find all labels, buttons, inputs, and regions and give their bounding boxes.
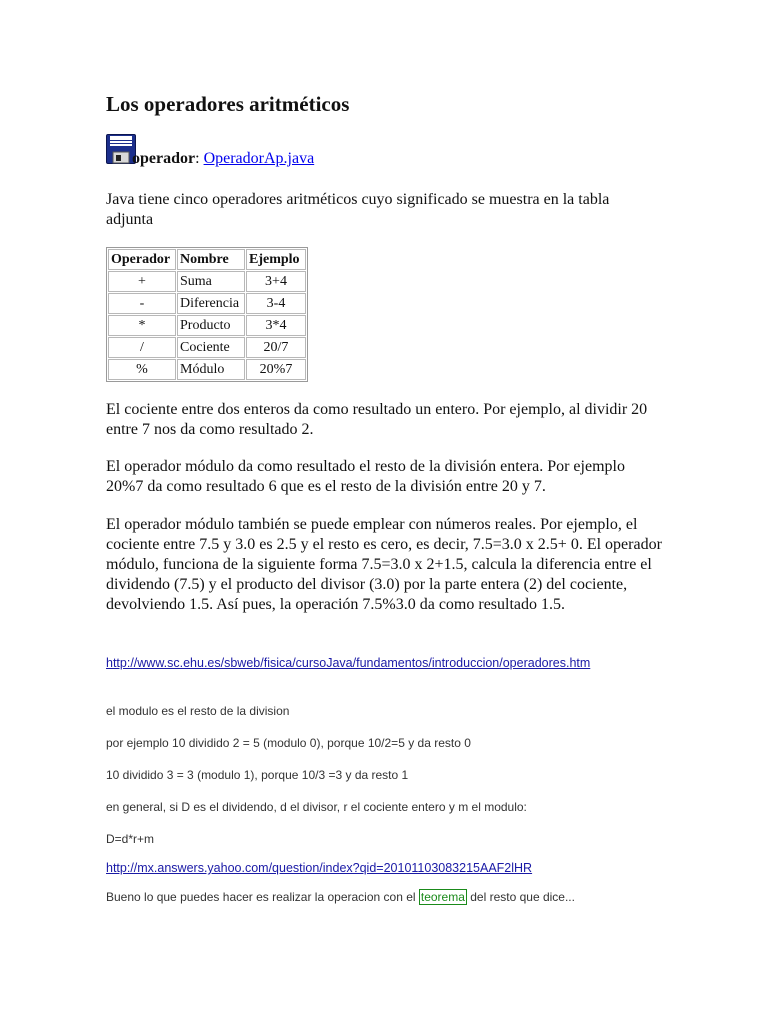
- final-line: [106, 890, 575, 904]
- table-cell: Suma: [177, 271, 245, 292]
- table-cell: 20%7: [246, 359, 306, 380]
- table-cell: Producto: [177, 315, 245, 336]
- table-cell: -: [108, 293, 176, 314]
- final-line-after: del resto que dice...: [466, 890, 575, 904]
- table-cell: /: [108, 337, 176, 358]
- paragraph-modulo: El operador módulo da como resultado el resto de la división entera. Por ejemplo 20%7 da como resultado 6 que es el resto de la división entre 20 y 7.: [106, 458, 625, 495]
- paragraph-cociente: El cociente entre dos enteros da como resultado un entero. Por ejemplo, al dividir 20 entre 7 nos da como resultado 2.: [106, 401, 648, 438]
- teorema-link[interactable]: teorema: [420, 890, 465, 904]
- table-row: [108, 359, 306, 380]
- ehu-operadores-link[interactable]: http://www.sc.ehu.es/sbweb/fisica/cursoJava/fundamentos/introduccion/operadores.htm: [106, 656, 591, 670]
- table-header-row: [108, 249, 306, 270]
- operator-separator: :: [195, 150, 200, 167]
- operator-text: [132, 150, 314, 168]
- table-row: [108, 293, 306, 314]
- formula-line: D=d*r+m: [106, 832, 155, 846]
- table-cell: %: [108, 359, 176, 380]
- operator-line: [106, 134, 506, 170]
- table-cell: 3*4: [246, 315, 306, 336]
- operator-label: operador: [132, 150, 196, 167]
- table-cell: +: [108, 271, 176, 292]
- table-row: [108, 337, 306, 358]
- paragraph-modulo-reales: El operador módulo también se puede emplear con números reales. Por ejemplo, el cociente entre 7.5 y 3.0 es 2.5 y el resto es cero, es decir, 7.5=3.0 x 2.5+ 0. El operador módulo, funciona de la siguiente forma 7.5=3.0 x 2+1.5, calcula la diferencia entre el dividendo (7.5) y el producto del divisor (3.0) por la parte entera (2) del cociente, devolviendo 1.5. Así pues, la operación 7.5%3.0 da como resultado 1.5.: [106, 516, 662, 613]
- intro-paragraph: Java tiene cinco operadores aritméticos cuyo significado se muestra en la tabla adjunta: [106, 191, 610, 228]
- table-cell: Módulo: [177, 359, 245, 380]
- note-line: el modulo es el resto de la division: [106, 704, 290, 718]
- table-cell: 20/7: [246, 337, 306, 358]
- table-row: [108, 315, 306, 336]
- table-row: [108, 271, 306, 292]
- header-nombre: Nombre: [177, 249, 245, 270]
- yahoo-answers-link[interactable]: http://mx.answers.yahoo.com/question/index?qid=20101103083215AAF2lHR: [106, 861, 533, 875]
- table-cell: Diferencia: [177, 293, 245, 314]
- final-line-before: Bueno lo que puedes hacer es realizar la operacion con el: [106, 890, 419, 904]
- header-operador: Operador: [108, 249, 176, 270]
- header-ejemplo: Ejemplo: [246, 249, 306, 270]
- table-cell: 3-4: [246, 293, 306, 314]
- note-line: en general, si D es el dividendo, d el divisor, r el cociente entero y m el modulo:: [106, 800, 527, 814]
- note-line: por ejemplo 10 dividido 2 = 5 (modulo 0), porque 10/2=5 y da resto 0: [106, 736, 471, 750]
- operador-file-link[interactable]: OperadorAp.java: [203, 150, 315, 167]
- table-cell: *: [108, 315, 176, 336]
- note-line: 10 dividido 3 = 3 (modulo 1), porque 10/3 =3 y da resto 1: [106, 768, 409, 782]
- page-title: Los operadores aritméticos: [106, 92, 350, 116]
- table-cell: 3+4: [246, 271, 306, 292]
- operators-table: [106, 247, 308, 382]
- table-cell: Cociente: [177, 337, 245, 358]
